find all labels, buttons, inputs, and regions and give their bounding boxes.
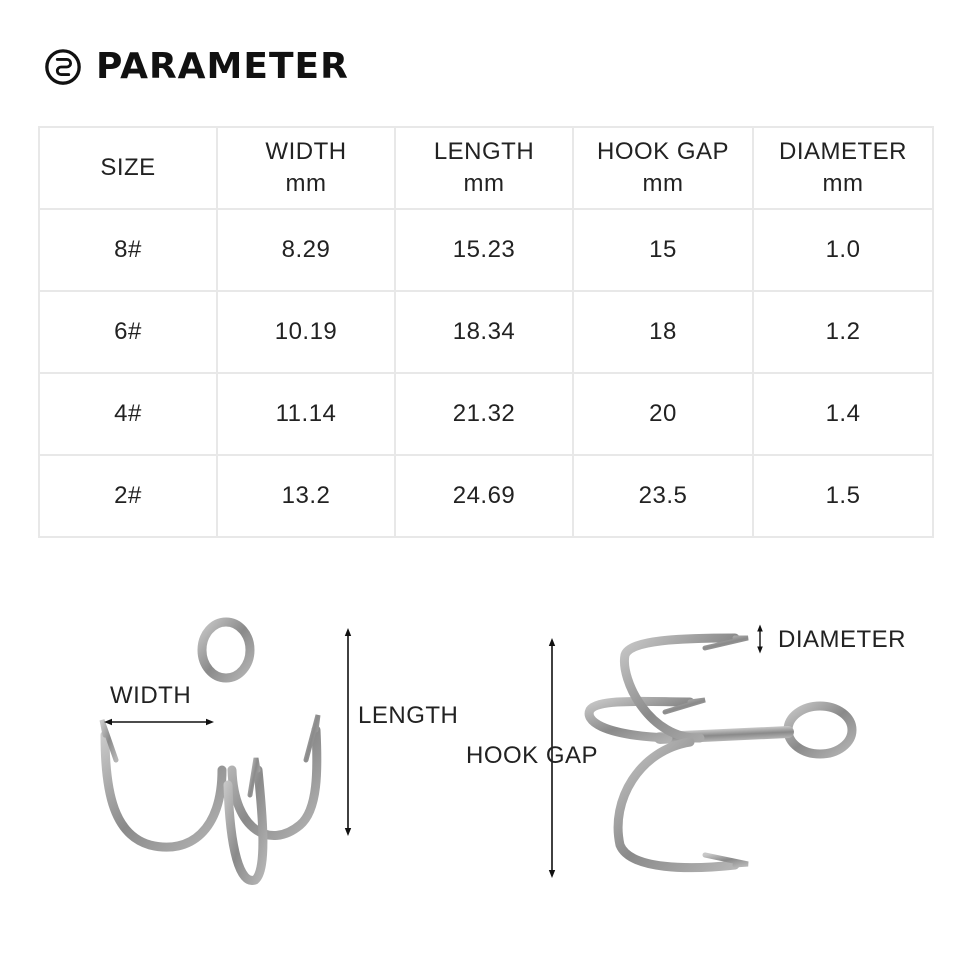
column-header-width xyxy=(217,127,395,209)
cell-width: 11.14 xyxy=(217,373,395,455)
cell-diameter: 1.4 xyxy=(753,373,933,455)
column-label: HOOK GAP xyxy=(596,138,730,165)
table-row xyxy=(39,209,933,291)
cell-length: 24.69 xyxy=(395,455,573,537)
column-label: SIZE xyxy=(100,154,156,181)
column-label: DIAMETER xyxy=(778,138,907,165)
column-label: WIDTH xyxy=(265,138,347,165)
page-header xyxy=(44,46,349,87)
column-header-length xyxy=(395,127,573,209)
cell-length: 21.32 xyxy=(395,373,573,455)
cell-width: 10.19 xyxy=(217,291,395,373)
hook-badge-icon xyxy=(44,48,82,86)
cell-size: 2# xyxy=(39,455,217,537)
column-unit: mm xyxy=(285,170,327,197)
table-row xyxy=(39,291,933,373)
column-unit: mm xyxy=(822,170,864,197)
cell-diameter: 1.2 xyxy=(753,291,933,373)
cell-size: 4# xyxy=(39,373,217,455)
column-unit: mm xyxy=(642,170,684,197)
cell-length: 15.23 xyxy=(395,209,573,291)
treble-hook-side-icon xyxy=(589,638,852,868)
page-title: PARAMETER xyxy=(96,46,349,87)
treble-hook-front-icon xyxy=(102,622,318,880)
table-row xyxy=(39,373,933,455)
cell-hook-gap: 20 xyxy=(573,373,753,455)
table-row xyxy=(39,455,933,537)
cell-hook-gap: 23.5 xyxy=(573,455,753,537)
cell-size: 8# xyxy=(39,209,217,291)
table-header-row xyxy=(39,127,933,209)
cell-hook-gap: 15 xyxy=(573,209,753,291)
cell-diameter: 1.5 xyxy=(753,455,933,537)
parameter-table xyxy=(38,126,934,538)
cell-width: 13.2 xyxy=(217,455,395,537)
cell-width: 8.29 xyxy=(217,209,395,291)
column-header-size xyxy=(39,127,217,209)
cell-hook-gap: 18 xyxy=(573,291,753,373)
diameter-label: DIAMETER xyxy=(778,626,907,653)
column-header-diameter xyxy=(753,127,933,209)
cell-size: 6# xyxy=(39,291,217,373)
width-label: WIDTH xyxy=(110,682,192,709)
cell-diameter: 1.0 xyxy=(753,209,933,291)
cell-length: 18.34 xyxy=(395,291,573,373)
column-label: LENGTH xyxy=(433,138,535,165)
column-unit: mm xyxy=(463,170,505,197)
length-label: LENGTH xyxy=(358,702,459,729)
column-header-hook-gap xyxy=(573,127,753,209)
hook-gap-label: HOOK GAP xyxy=(466,742,599,769)
